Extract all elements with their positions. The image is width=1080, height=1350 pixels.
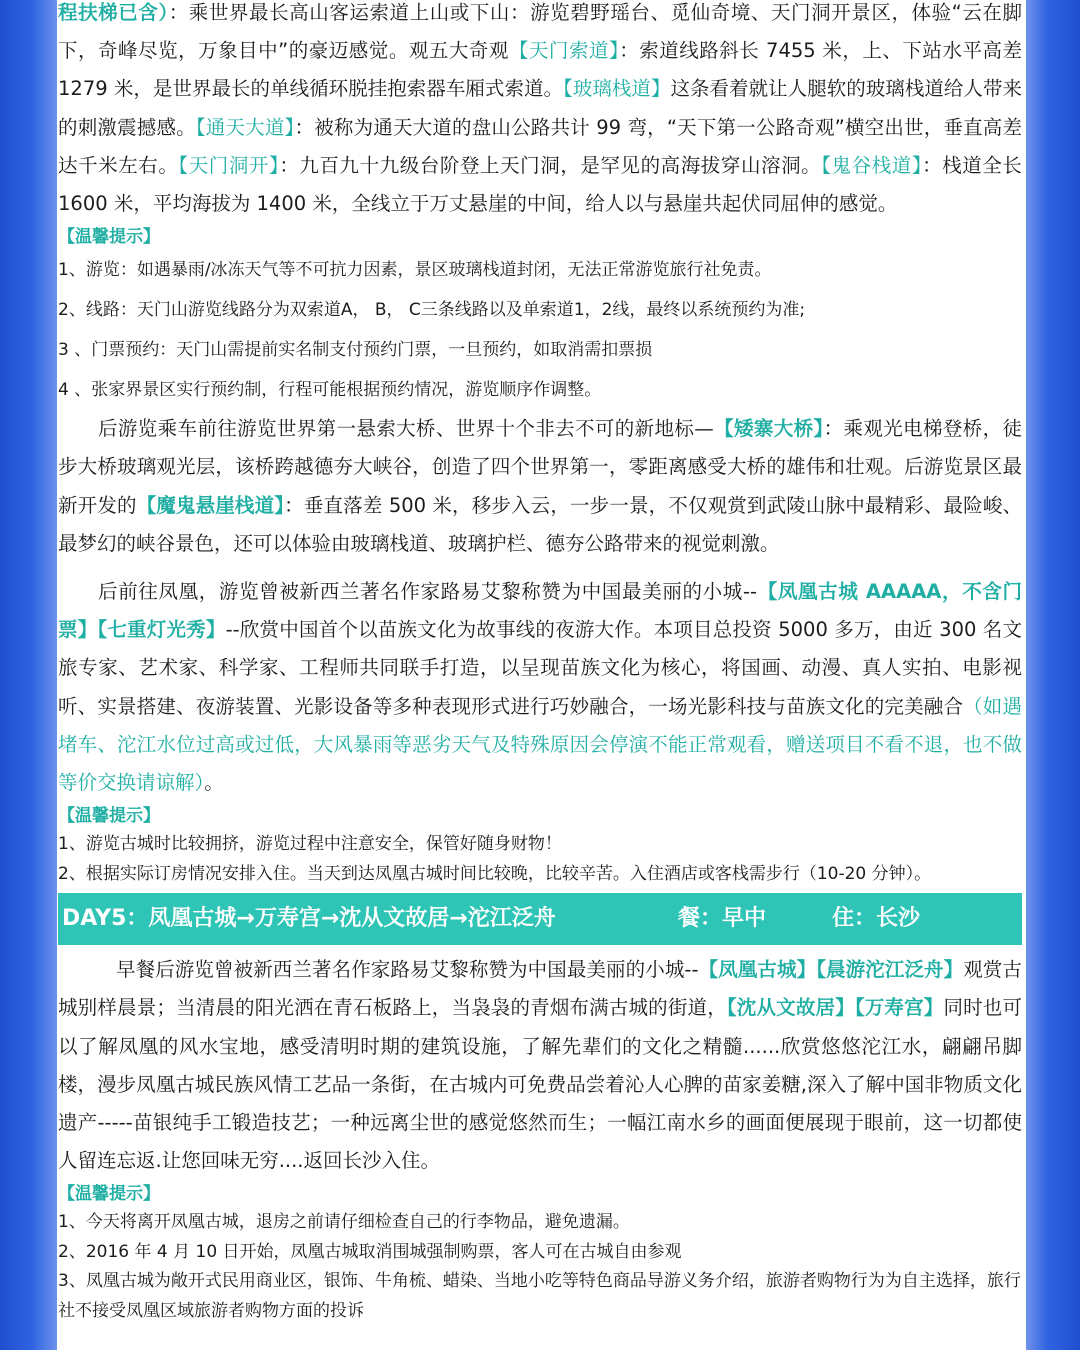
fenghuang-paragraph <box>58 573 1022 802</box>
highlight-guigu-walkway: 【鬼谷栈道】 <box>821 153 923 177</box>
tip-item: 3、凤凰古城为敞开式民用商业区，银饰、牛角梳、蜡染、当地小吃等特色商品导游义务介绍，旅游者购物行为为自主选择，旅行社不接受凤凰区域旅游者购物方面的投诉 <box>58 1271 1021 1321</box>
tips-section-3 <box>58 1180 1022 1326</box>
text: ：被称为通天大道的盘山公路共计 99 弯，“天下第一公路奇观”横空出世，垂直高差达千米左右。 <box>58 115 1022 177</box>
text: 观赏古城别样晨景；当清晨的阳光洒在青石板路上，当袅袅的青烟布满古城的街道， <box>58 958 1022 1020</box>
tip-item: 2、2016 年 4 月 10 日开始，凤凰古城取消围城强制购票，客人可在古城自由参观 <box>58 1241 682 1262</box>
highlight-shen-congwen-wanshou: 【沈从文故居】【万寿宫】 <box>726 996 944 1020</box>
text: --欣赏中国首个以苗族文化为故事线的夜游大作。本项目总投资 5000 多万，由近 300 名文旅专家、艺术家、科学家、工程师共同联手打造，以呈现苗族文化为核心，将国画、动漫、真人实拍、电影视听、实景搭建、夜游装置、光影设备等多种表现形式进行巧妙融合，一场光影科技与苗族文化的完美融合 <box>58 618 1022 718</box>
day5-header <box>58 893 1022 945</box>
text: ：乘世界最长高山客运索道上山或下山：游览碧野瑶台、觅仙奇境、天门洞开景区，体验“云在脚下，奇峰尽览，万象目中”的豪迈感觉。观五大奇观 <box>58 1 1022 63</box>
tip-item: 1、游览：如遇暴雨/冰冻天气等不可抗力因素，景区玻璃栈道封闭，无法正常游览旅行社免责。 <box>58 260 772 281</box>
highlight-weather-note: （如遇堵车、沱江水位过高或过低，大风暴雨等恶劣天气及特殊原因会停演不能正常观看，赠送项目不看不退，也不做等价交换请谅解） <box>58 694 1022 795</box>
tips-section-2 <box>58 802 1022 889</box>
tianmen-paragraph <box>58 0 1022 223</box>
tips-title: 【温馨提示】 <box>58 1184 160 1205</box>
tip-item: 2、线路：天门山游览线路分为双索道A， B， C三条线路以及单索道1，2线，最终以系统预约为准; <box>58 300 806 321</box>
highlight-glass-walkway: 【玻璃栈道】 <box>563 77 671 101</box>
highlight-escalator: 程扶梯已含） <box>58 1 169 24</box>
text: ：索道线路斜长 7455 米，上、下站水平高差 1279 米，是世界最长的单线循环脱挂抱索器车厢式索道。 <box>58 39 1022 101</box>
text: 同时也可以了解凤凰的风水宝地，感受清明时期的建筑设施，了解先辈们的文化之精髓......欣赏悠悠沱江水，翩翩吊脚楼，漫步凤凰古城民族风情工艺品一条街，在古城内可免费品尝着沁人心脾的苗家姜糖,深入了解中国非物质文化遗产-----苗银纯手工锻造技艺；一种远离尘世的感觉悠然而生；一幅江南水乡的画面便展现于眼前，这一切都使人留连忘返.让您回味无穷....返回长沙入住。 <box>58 996 1022 1173</box>
highlight-fenghuang-boat: 【凤凰古城】【晨游沱江泛舟】 <box>698 958 964 982</box>
text: ：乘观光电梯登桥，徒步大桥玻璃观光层，该桥跨越德夯大峡谷，创造了四个世界第一，零距离感受大桥的雄伟和壮观。后游览景区最新开发的 <box>58 417 1022 517</box>
tip-item: 4 、张家界景区实行预约制，行程可能根据预约情况，游览顺序作调整。 <box>58 380 602 401</box>
tips-section-1 <box>58 223 1022 410</box>
day5-meals: 餐：早中 <box>678 906 767 932</box>
aizhai-bridge-paragraph <box>58 410 1022 563</box>
tip-item: 3 、门票预约：天门山需提前实名制支付预约门票，一旦预约，如取消需扣票损 <box>58 340 653 361</box>
tips-title: 【温馨提示】 <box>58 227 160 248</box>
highlight-aizhai-bridge: 【矮寨大桥】 <box>713 417 824 441</box>
text: 早餐后游览曾被新西兰著名作家路易艾黎称赞为中国最美丽的小城-- <box>116 958 699 982</box>
text: ：九百九十九级台阶登上天门洞，是罕见的高海拔穿山溶洞。 <box>279 153 822 177</box>
day5-paragraph <box>58 951 1022 1180</box>
tip-item: 1、游览古城时比较拥挤，游览过程中注意安全，保管好随身财物！ <box>58 834 562 855</box>
highlight-fenghuang-lightshow: 【凤凰古城 AAAAA，不含门票】【七重灯光秀】 <box>58 580 1022 642</box>
highlight-tongtian-road: 【通天大道】 <box>195 115 295 139</box>
text: ：垂直落差 500 米，移步入云，一步一景，不仅观赏到武陵山脉中最精彩、最险峻、最梦幻的峡谷景色，还可以体验由玻璃栈道、玻璃护栏、德夯公路带来的视觉刺激。 <box>58 493 1022 555</box>
itinerary-page <box>58 0 1022 1350</box>
highlight-tianmen-cableway: 【天门索道】 <box>508 39 620 63</box>
highlight-tianmen-cave: 【天门洞开】 <box>178 153 280 177</box>
text: ：栈道全长 1600 米，平均海拔为 1400 米，全线立于万丈悬崖的中间，给人以与悬崖共起伏同屈伸的感觉。 <box>58 153 1022 216</box>
text: 。 <box>204 771 224 795</box>
tip-item: 1、今天将离开凤凰古城，退房之前请仔细检查自己的行李物品，避免遗漏。 <box>58 1212 630 1233</box>
text: 后前往凤凰，游览曾被新西兰著名作家路易艾黎称赞为中国最美丽的小城-- <box>98 580 758 604</box>
tips-title: 【温馨提示】 <box>58 806 160 827</box>
tip-item: 2、根据实际订房情况安排入住。当天到达凤凰古城时间比较晚，比较辛苦。入住酒店或客栈需步行（10-20 分钟）。 <box>58 863 932 884</box>
text: 后游览乘车前往游览世界第一悬索大桥、世界十个非去不可的新地标— <box>98 417 714 441</box>
highlight-devil-cliff-walkway: 【魔鬼悬崖栈道】 <box>136 493 285 517</box>
day5-stay: 住：长沙 <box>832 906 921 932</box>
text: 这条看着就让人腿软的玻璃栈道给人带来的刺激震撼感。 <box>58 77 1022 139</box>
day5-title: DAY5：凤凰古城→万寿宫→沈从文故居→沱江泛舟 <box>62 906 556 932</box>
